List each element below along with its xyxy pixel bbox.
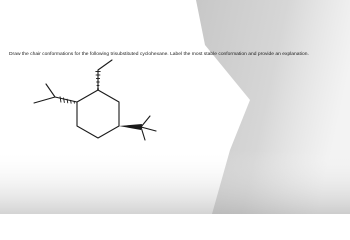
solid-wedge-tert-butyl — [119, 124, 142, 130]
dashed-wedge-isopropyl — [60, 96, 75, 103]
question-text: Draw the chair conformations for the following trisubstituted cyclohexane. Label the most stable conformation and provide an explanation. — [9, 52, 309, 57]
cyclohexane-ring — [77, 90, 119, 138]
tert-butyl-group — [141, 116, 156, 140]
